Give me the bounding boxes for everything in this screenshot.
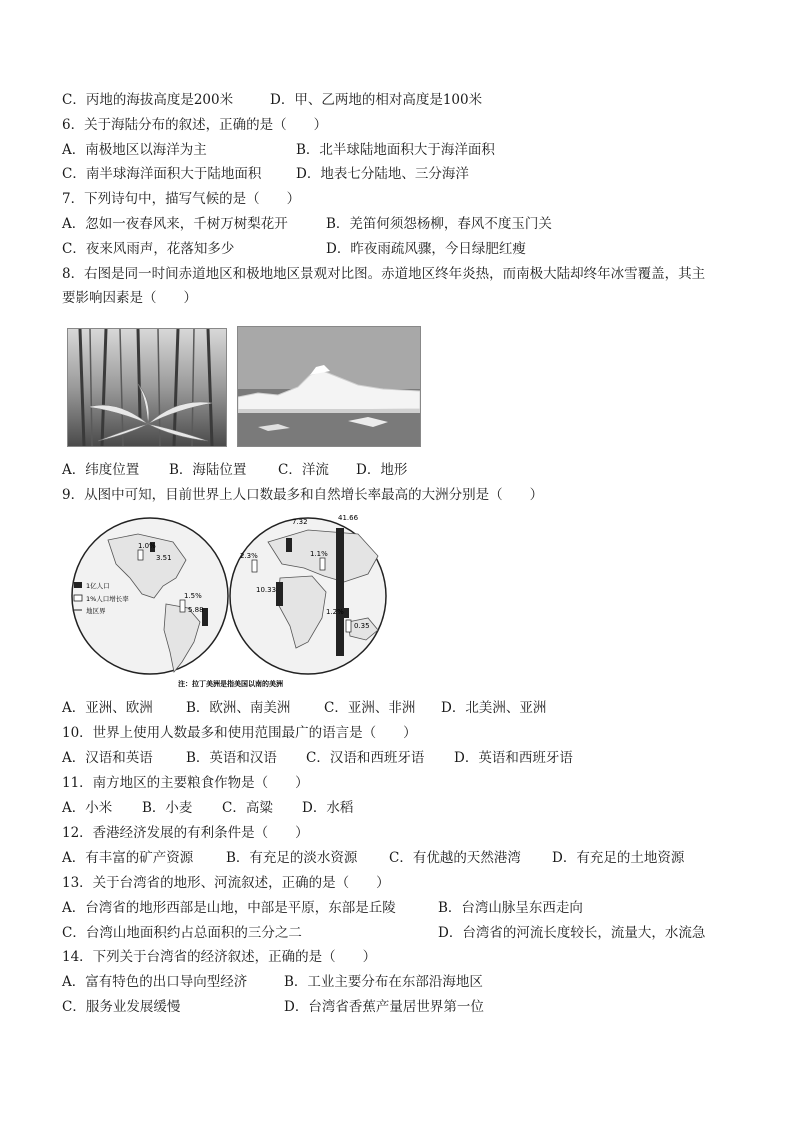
value-label: 5.88 — [188, 606, 204, 614]
pop-bar — [286, 538, 292, 552]
rate-bar — [138, 550, 143, 560]
question-14: 14．下列关于台湾省的经济叙述，正确的是（ ） — [62, 949, 377, 965]
option-c: C．高粱 — [222, 800, 273, 816]
option-d: D．地表七分陆地、三分海洋 — [296, 166, 469, 182]
option-a: A．纬度位置 — [62, 462, 140, 478]
option-a: A．有丰富的矿产资源 — [62, 850, 194, 866]
value-label: 7.32 — [292, 518, 308, 526]
pop-bar — [336, 528, 344, 656]
option-c: C．有优越的天然港湾 — [389, 850, 521, 866]
option-a: A．南极地区以海洋为主 — [62, 142, 207, 158]
map-note: 注：拉丁美洲是指美国以南的美洲 — [178, 680, 283, 688]
legend-pop-label: 1亿人口 — [86, 582, 110, 590]
ice-image — [238, 327, 420, 446]
world-population-map — [68, 512, 394, 690]
option-c: C．汉语和西班牙语 — [306, 750, 425, 766]
question-8-cont: 要影响因素是（ ） — [62, 290, 197, 306]
question-13: 13．关于台湾省的地形、河流叙述，正确的是（ ） — [62, 875, 390, 891]
question-11: 11．南方地区的主要粮食作物是（ ） — [62, 775, 309, 791]
option-c: C．丙地的海拔高度是200米 — [62, 92, 234, 108]
option-d: D．台湾省香蕉产量居世界第一位 — [284, 999, 484, 1015]
option-d: D．甲、乙两地的相对高度是100米 — [270, 92, 483, 108]
equator-forest-photo — [67, 328, 227, 447]
option-b: B．小麦 — [142, 800, 193, 816]
option-d: D．有充足的土地资源 — [552, 850, 685, 866]
option-a: A．台湾省的地形西部是山地，中部是平原，东部是丘陵 — [62, 900, 396, 916]
pop-bar — [344, 608, 349, 618]
forest-image — [68, 329, 226, 446]
option-b: B．北半球陆地面积大于海洋面积 — [296, 142, 495, 158]
option-d: D．地形 — [356, 462, 408, 478]
option-c: C．台湾山地面积约占总面积的三分之二 — [62, 925, 302, 941]
antarctic-ice-photo — [237, 326, 421, 447]
rate-bar — [346, 620, 351, 632]
legend-rate-label: 1%人口增长率 — [86, 595, 129, 603]
option-b: B．台湾山脉呈东西走向 — [438, 900, 583, 916]
option-a: A．亚洲、欧洲 — [62, 700, 153, 716]
option-b: B．英语和汉语 — [186, 750, 277, 766]
value-label: 41.66 — [338, 514, 359, 522]
value-label: 3.51 — [156, 554, 172, 562]
option-a: A．富有特色的出口导向型经济 — [62, 974, 248, 990]
option-c: C．洋流 — [278, 462, 329, 478]
value-label: 2.3% — [240, 552, 258, 560]
option-d: D．英语和西班牙语 — [454, 750, 573, 766]
option-b: B．海陆位置 — [169, 462, 247, 478]
legend-border-label: 地区界 — [86, 607, 106, 615]
option-d: D．水稻 — [302, 800, 354, 816]
question-6: 6．关于海陆分布的叙述，正确的是（ ） — [62, 117, 328, 133]
rate-bar — [320, 558, 325, 570]
option-d: D．昨夜雨疏风骤，今日绿肥红瘦 — [326, 241, 526, 257]
value-label: 1.2% — [326, 608, 344, 616]
pop-bar — [276, 582, 283, 606]
option-c: C．夜来风雨声，花落知多少 — [62, 241, 235, 257]
option-c: C．服务业发展缓慢 — [62, 999, 181, 1015]
option-d: D．台湾省的河流长度较长，流量大，水流急 — [438, 925, 706, 941]
rate-bar — [252, 560, 257, 572]
option-d: D．北美洲、亚洲 — [441, 700, 547, 716]
value-label: 1.0% — [138, 542, 156, 550]
question-7: 7．下列诗句中，描写气候的是（ ） — [62, 191, 301, 207]
option-a: A．小米 — [62, 800, 113, 816]
option-b: B．欧洲、南美洲 — [186, 700, 291, 716]
rate-bar — [180, 600, 185, 612]
value-label: 10.33 — [256, 586, 277, 594]
option-b: B．羌笛何须怨杨柳，春风不度玉门关 — [326, 216, 552, 232]
value-label: 0.35 — [354, 622, 370, 630]
option-a: A．汉语和英语 — [62, 750, 153, 766]
value-label: 1.5% — [184, 592, 202, 600]
option-b: B．工业主要分布在东部沿海地区 — [284, 974, 483, 990]
map-figure — [68, 512, 394, 690]
question-8: 8．右图是同一时间赤道地区和极地地区景观对比图。赤道地区终年炎热，而南极大陆却终年冰雪覆盖，其主 — [62, 266, 706, 282]
question-9: 9．从图中可知，目前世界上人口数最多和自然增长率最高的大洲分别是（ ） — [62, 487, 544, 503]
option-b: B．有充足的淡水资源 — [226, 850, 358, 866]
question-10: 10．世界上使用人数最多和使用范围最广的语言是（ ） — [62, 725, 417, 741]
value-label: 1.1% — [310, 550, 328, 558]
option-c: C．南半球海洋面积大于陆地面积 — [62, 166, 262, 182]
question-12: 12．香港经济发展的有利条件是（ ） — [62, 825, 309, 841]
option-c: C．亚洲、非洲 — [324, 700, 416, 716]
option-a: A．忽如一夜春风来，千树万树梨花开 — [62, 216, 288, 232]
